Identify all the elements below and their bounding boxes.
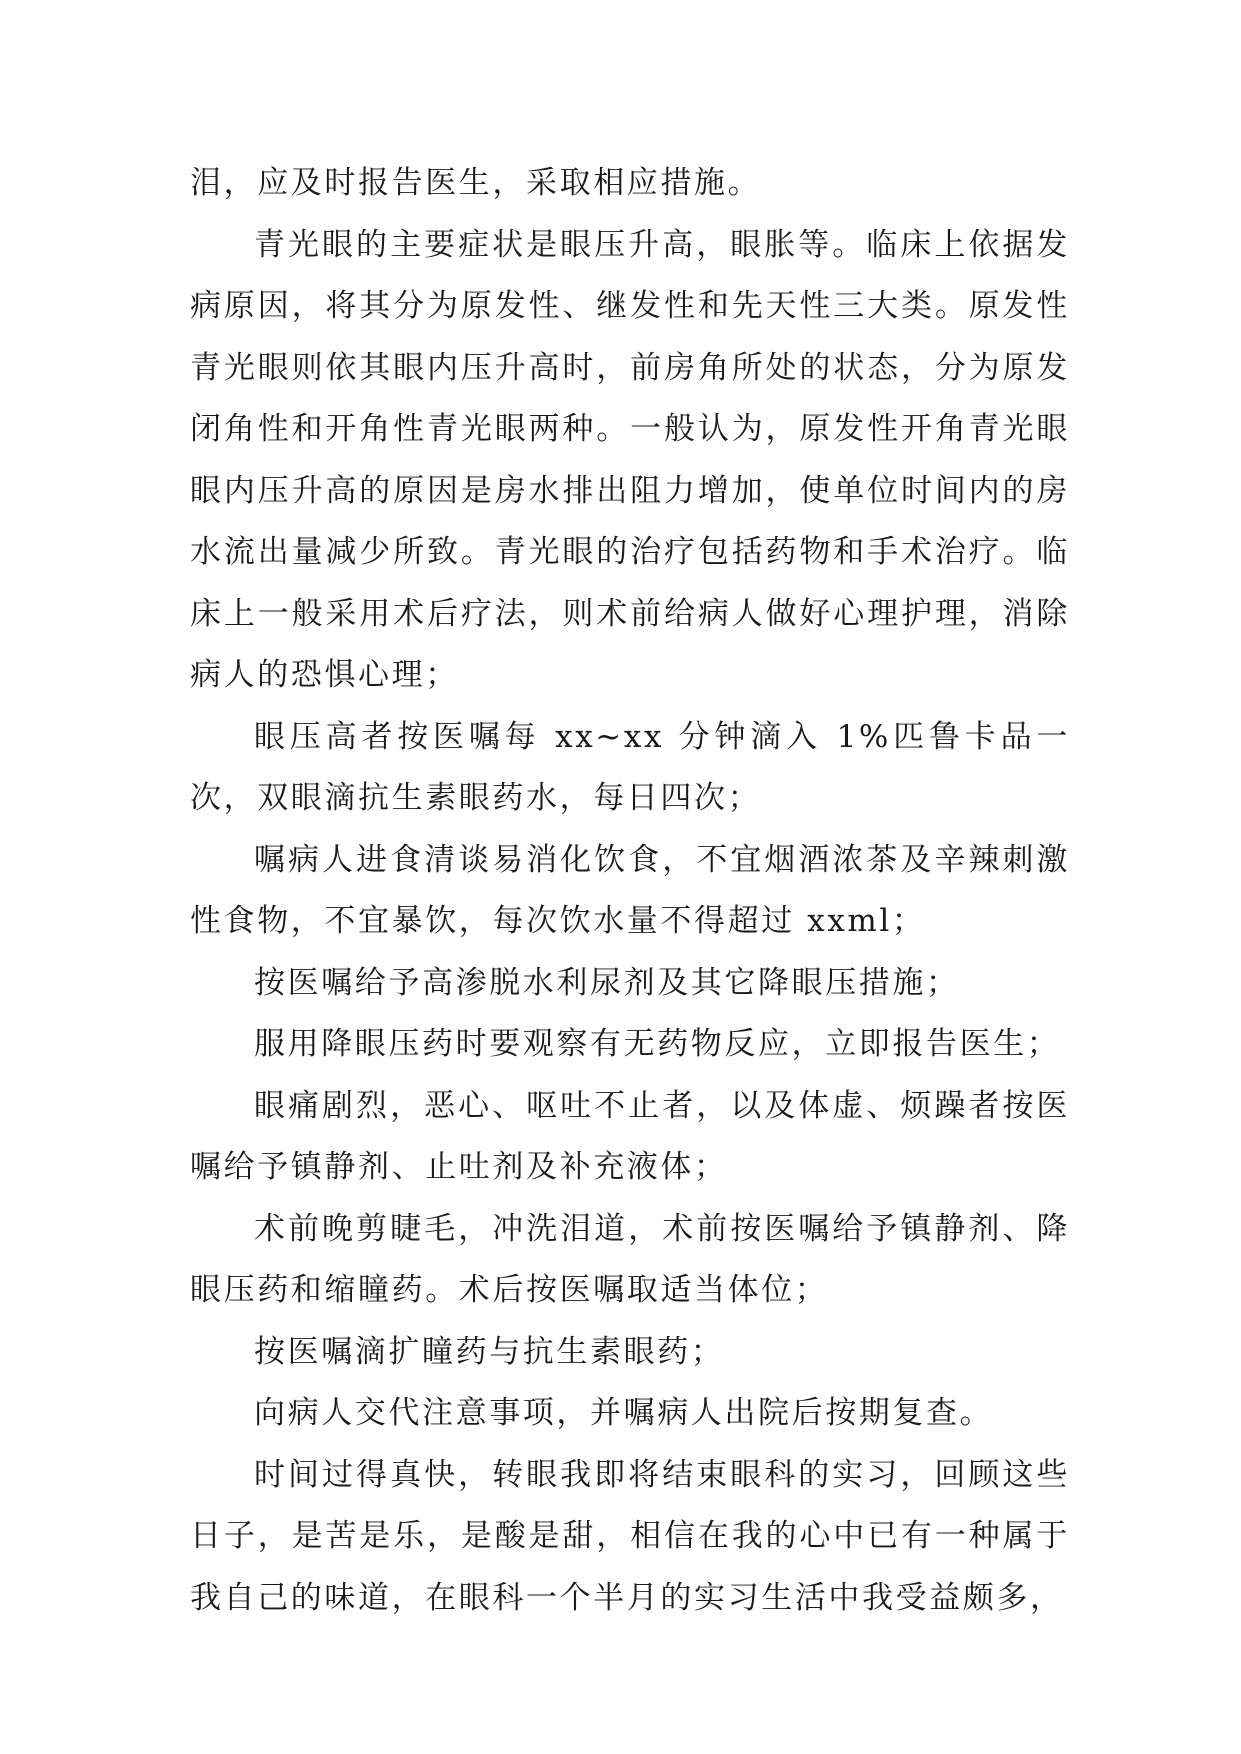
document-body xyxy=(190,153,1070,1629)
paragraph-diet-advice: 嘱病人进食清谈易消化饮食，不宜烟酒浓茶及辛辣刺激性食物，不宜暴饮，每次饮水量不得超过 xxml； xyxy=(190,841,1070,939)
paragraph-discharge: 向病人交代注意事项，并嘱病人出院后按期复查。 xyxy=(254,1395,994,1431)
paragraph-preoperative: 术前晚剪睫毛，冲洗泪道，术前按医嘱给予镇静剂、降眼压药和缩瞳药。术后按医嘱取适当体位； xyxy=(190,1210,1070,1308)
paragraph-eye-drops: 按医嘱滴扩瞳药与抗生素眼药； xyxy=(254,1333,725,1370)
paragraph-pain-management: 眼痛剧烈，恶心、呕吐不止者，以及体虚、烦躁者按医嘱给予镇静剂、止吐剂及补充液体； xyxy=(190,1087,1070,1185)
paragraph-continuation: 泪，应及时报告医生，采取相应措施。 xyxy=(190,165,762,201)
paragraph-reflection: 时间过得真快，转眼我即将结束眼科的实习，回顾这些日子，是苦是乐，是酸是甜，相信在我的心中已有一种属于我自己的味道，在眼科一个半月的实习生活中我受益颇多， xyxy=(190,1456,1070,1616)
paragraph-drug-reaction: 服用降眼压药时要观察有无药物反应，立即报告医生； xyxy=(254,1026,1061,1062)
paragraph-diuretic: 按医嘱给予高渗脱水利尿剂及其它降眼压措施； xyxy=(254,964,960,1001)
paragraph-glaucoma-overview: 青光眼的主要症状是眼压升高，眼胀等。临床上依据发病原因，将其分为原发性、继发性和先天性三大类。原发性青光眼则依其眼内压升高时，前房角所处的状态，分为原发闭角性和开角性青光眼两种。一般认为，原发性开角青光眼眼内压升高的原因是房水排出阻力增加，使单位时间内的房水流出量减少所致。青光眼的治疗包括药物和手术治疗。临床上一般采用术后疗法，则术前给病人做好心理护理，消除病人的恐惧心理； xyxy=(190,226,1070,693)
paragraph-high-pressure-care: 眼压高者按医嘱每 xx~xx 分钟滴入 1%匹鲁卡品一次，双眼滴抗生素眼药水，每日四次； xyxy=(190,718,1070,816)
